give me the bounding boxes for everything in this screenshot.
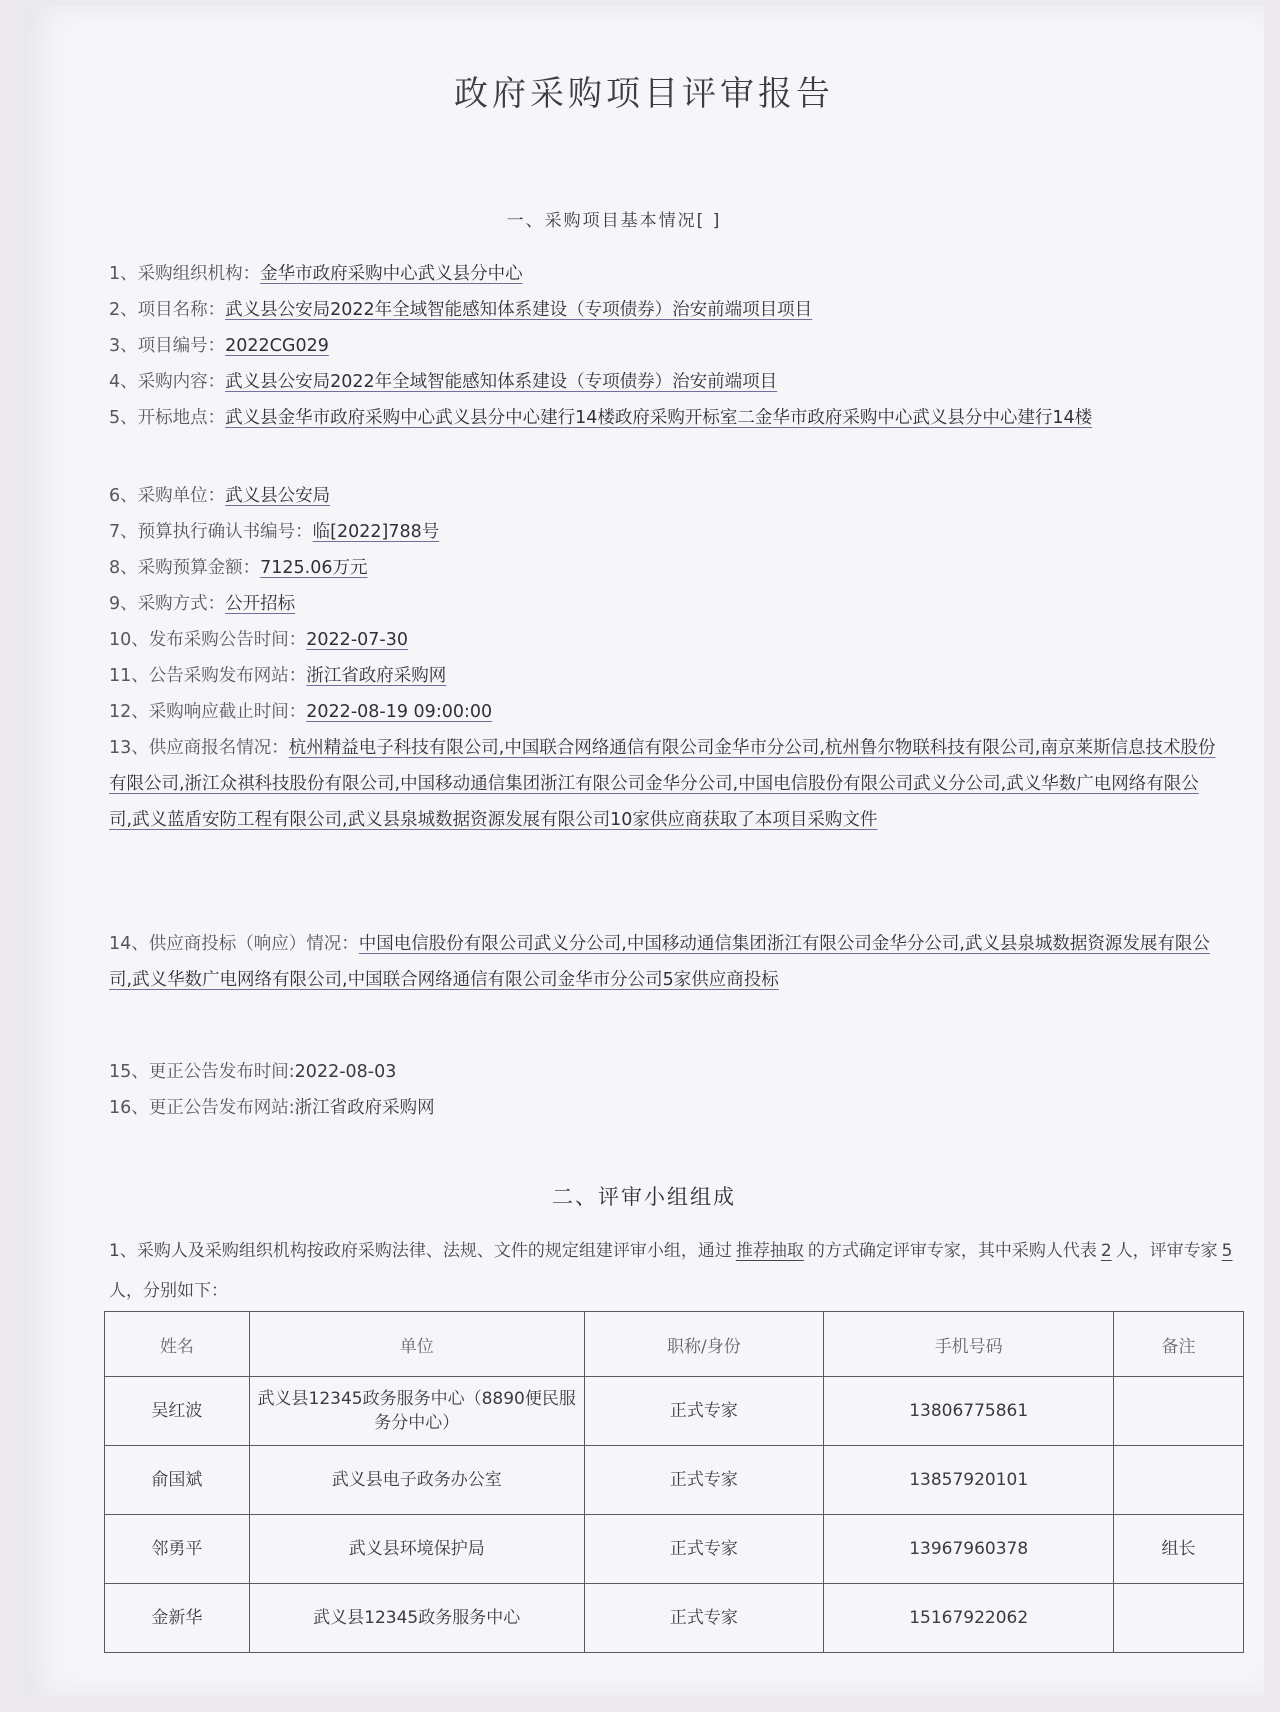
document-page: [24, 6, 1264, 1696]
header-title: 职称/身份: [584, 1312, 824, 1377]
cell-remark: 组长: [1114, 1515, 1244, 1584]
item-value: 2022-08-03: [294, 1062, 397, 1082]
cell-name: 邻勇平: [105, 1515, 250, 1584]
item-value: 2022CG029: [225, 336, 329, 356]
section1-heading: 一、采购项目基本情况[ ]: [506, 211, 722, 231]
info-item-10: [109, 622, 1219, 658]
item-label: 2、项目名称：: [109, 300, 226, 320]
info-item-14: [109, 926, 1219, 998]
item-value: 杭州精益电子科技有限公司,中国联合网络通信有限公司金华市分公司,杭州鲁尔物联科技有限公司,南京莱斯信息技术股份有限公司,浙江众祺科技股份有限公司,中国移动通信集团浙江有限公司金华分公司,中国电信股份有限公司武义分公司,武义华数广电网络有限公司,武义蓝盾安防工程有限公司,武义县泉城数据资源发展有限公司10家供应商获取了本项目采购文件: [109, 738, 1216, 830]
header-remark: 备注: [1114, 1312, 1244, 1377]
item-label: 11、公告采购发布网站：: [109, 666, 307, 686]
cell-unit: 武义县环境保护局: [249, 1515, 584, 1584]
cell-title: 正式专家: [584, 1377, 824, 1446]
item-label: 6、采购单位：: [109, 486, 226, 506]
note-method: 推荐抽取: [735, 1241, 804, 1261]
item-value: 中国电信股份有限公司武义分公司,中国移动通信集团浙江有限公司金华分公司,武义县泉城数据资源发展有限公司,武义华数广电网络有限公司,中国联合网络通信有限公司金华市分公司5家供应商投标: [109, 934, 1210, 990]
table-header-row: [105, 1312, 1244, 1377]
item-label: 13、供应商报名情况：: [109, 738, 289, 758]
section2-heading: 二、评审小组组成: [552, 1185, 736, 1209]
table-row: [105, 1377, 1244, 1446]
expert-table: [104, 1311, 1244, 1653]
document-title: 政府采购项目评审报告: [454, 74, 834, 114]
table-row: [105, 1515, 1244, 1584]
item-value: 武义县公安局: [225, 486, 331, 506]
info-item-6: [109, 478, 1219, 514]
info-item-13: [109, 730, 1219, 838]
cell-phone: 15167922062: [824, 1584, 1114, 1653]
item-value: 浙江省政府采购网: [294, 1098, 435, 1118]
item-label: 5、开标地点：: [109, 408, 226, 428]
item-label: 15、更正公告发布时间:: [109, 1062, 295, 1082]
cell-remark: [1114, 1377, 1244, 1446]
item-value: 公开招标: [225, 594, 296, 614]
item-value: 临[2022]788号: [312, 522, 440, 542]
header-unit: 单位: [249, 1312, 584, 1377]
cell-phone: 13806775861: [824, 1377, 1114, 1446]
info-item-4: [109, 364, 1219, 400]
info-item-1: [109, 256, 1219, 292]
cell-title: 正式专家: [584, 1584, 824, 1653]
item-label: 1、采购组织机构：: [109, 264, 261, 284]
item-label: 7、预算执行确认书编号：: [109, 522, 313, 542]
info-item-7: [109, 514, 1219, 550]
cell-unit: 武义县电子政务办公室: [249, 1446, 584, 1515]
info-item-8: [109, 550, 1219, 586]
cell-name: 俞国斌: [105, 1446, 250, 1515]
cell-unit: 武义县12345政务服务中心（8890便民服务分中心）: [249, 1377, 584, 1446]
table-row: [105, 1446, 1244, 1515]
item-label: 4、采购内容：: [109, 372, 226, 392]
note-mid1: 的方式确定评审专家，其中采购人代表: [807, 1241, 1097, 1261]
note-rep-count: 2: [1100, 1241, 1112, 1261]
item-value: 浙江省政府采购网: [306, 666, 447, 686]
info-item-11: [109, 658, 1219, 694]
note-prefix: 1、采购人及采购组织机构按政府采购法律、法规、文件的规定组建评审小组，通过: [109, 1241, 732, 1261]
info-item-15: [109, 1054, 1219, 1090]
item-value: 7125.06万元: [260, 558, 368, 578]
note-mid2: 人，评审专家: [1115, 1241, 1218, 1261]
item-label: 16、更正公告发布网站:: [109, 1098, 295, 1118]
info-item-5: [109, 400, 1219, 436]
header-name: 姓名: [105, 1312, 250, 1377]
note-expert-count: 5: [1221, 1241, 1233, 1261]
item-value: 武义县金华市政府采购中心武义县分中心建行14楼政府采购开标室二金华市政府采购中心武义县分中心建行14楼: [225, 408, 1093, 428]
table-row: [105, 1584, 1244, 1653]
cell-phone: 13857920101: [824, 1446, 1114, 1515]
info-item-9: [109, 586, 1219, 622]
info-item-3: [109, 328, 1219, 364]
item-label: 9、采购方式：: [109, 594, 226, 614]
item-value: 武义县公安局2022年全域智能感知体系建设（专项债券）治安前端项目: [225, 372, 778, 392]
info-item-2: [109, 292, 1219, 328]
item-value: 2022-07-30: [306, 630, 408, 650]
item-value: 2022-08-19 09:00:00: [306, 702, 493, 722]
item-label: 3、项目编号：: [109, 336, 226, 356]
cell-unit: 武义县12345政务服务中心: [249, 1584, 584, 1653]
item-value: 武义县公安局2022年全域智能感知体系建设（专项债券）治安前端项目项目: [225, 300, 813, 320]
header-phone: 手机号码: [824, 1312, 1114, 1377]
panel-composition-note: [109, 1231, 1249, 1311]
cell-title: 正式专家: [584, 1515, 824, 1584]
cell-remark: [1114, 1584, 1244, 1653]
cell-title: 正式专家: [584, 1446, 824, 1515]
item-label: 12、采购响应截止时间：: [109, 702, 307, 722]
item-label: 10、发布采购公告时间：: [109, 630, 307, 650]
cell-name: 吴红波: [105, 1377, 250, 1446]
info-item-16: [109, 1090, 1219, 1126]
item-label: 8、采购预算金额：: [109, 558, 261, 578]
cell-name: 金新华: [105, 1584, 250, 1653]
cell-remark: [1114, 1446, 1244, 1515]
cell-phone: 13967960378: [824, 1515, 1114, 1584]
note-suffix: 人，分别如下：: [109, 1281, 228, 1301]
item-value: 金华市政府采购中心武义县分中心: [260, 264, 523, 284]
info-item-12: [109, 694, 1219, 730]
item-label: 14、供应商投标（响应）情况：: [109, 934, 359, 954]
